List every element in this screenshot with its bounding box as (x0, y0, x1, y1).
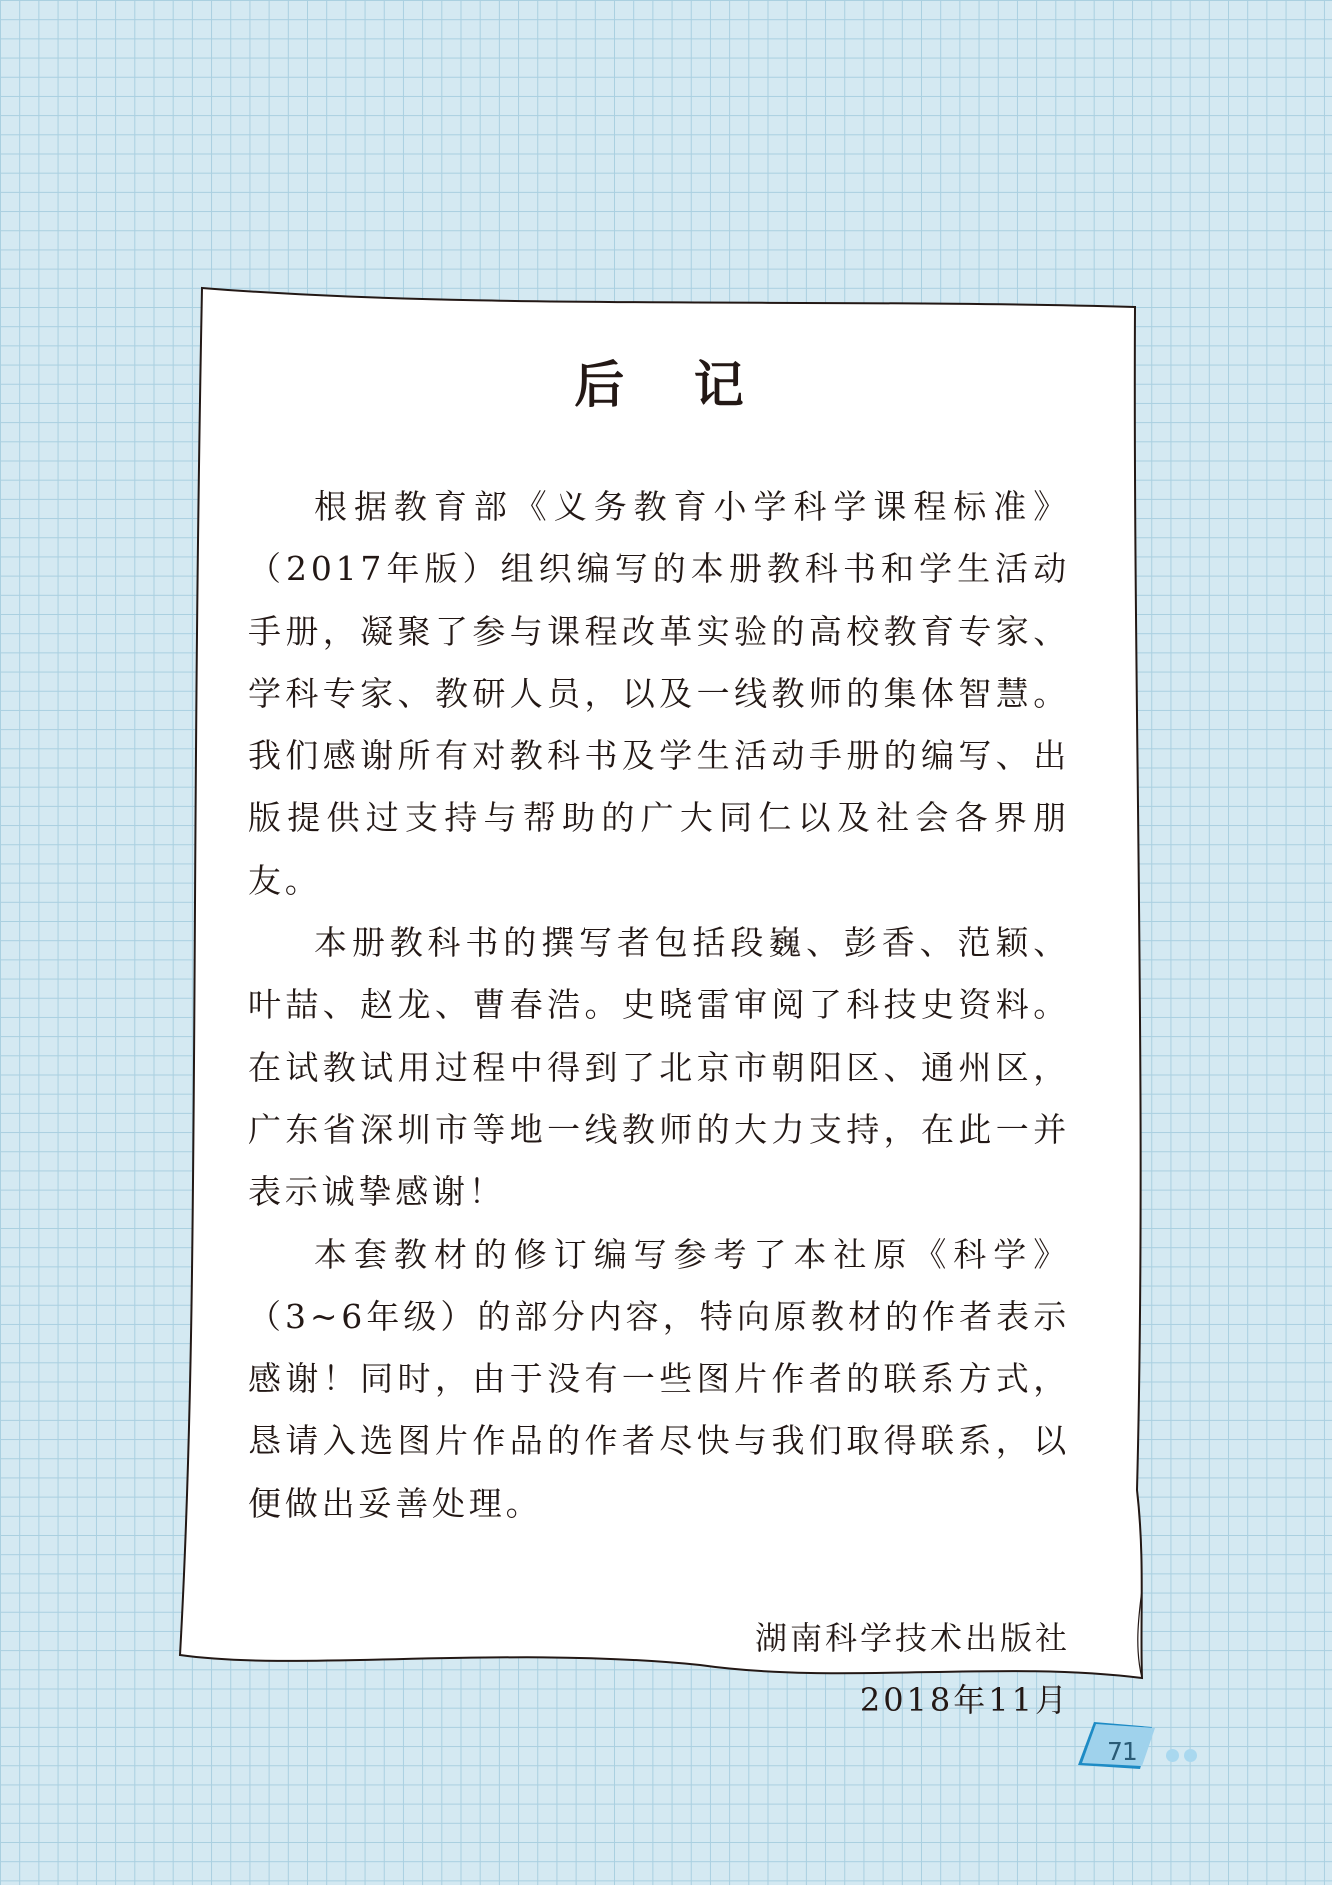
paragraph-2: 本册教科书的撰写者包括段巍、彭香、范颖、叶喆、赵龙、曹春浩。史晓雷审阅了科技史资料。在试教试用过程中得到了北京市朝阳区、通州区，广东省深圳市等地一线教师的大力支持，在此一并表示诚挚感谢！ (248, 923, 1070, 1212)
signature-block (248, 1607, 1070, 1731)
decorative-dot (1184, 1749, 1197, 1762)
publish-date: 2018年11月 (859, 1681, 1070, 1720)
page-number: 71 (1107, 1737, 1137, 1766)
page-title: 后 记 (574, 355, 770, 414)
publisher-name: 湖南科学技术出版社 (754, 1619, 1070, 1658)
paragraph-3: 本套教材的修订编写参考了本社原《科学》（3~6年级）的部分内容，特向原教材的作者表示感谢！同时，由于没有一些图片作者的联系方式，恳请入选图片作品的作者尽快与我们取得联系，以便做出妥善处理。 (248, 1234, 1070, 1523)
paragraph-1: 根据教育部《义务教育小学科学课程标准》（2017年版）组织编写的本册教科书和学生活动手册，凝聚了参与课程改革实验的高校教育专家、学科专家、教研人员，以及一线教师的集体智慧。我们感谢所有对教科书及学生活动手册的编写、出版提供过支持与帮助的广大同仁以及社会各界朋友。 (248, 487, 1070, 900)
document-body (248, 355, 1070, 1731)
decorative-dot (1166, 1749, 1179, 1762)
